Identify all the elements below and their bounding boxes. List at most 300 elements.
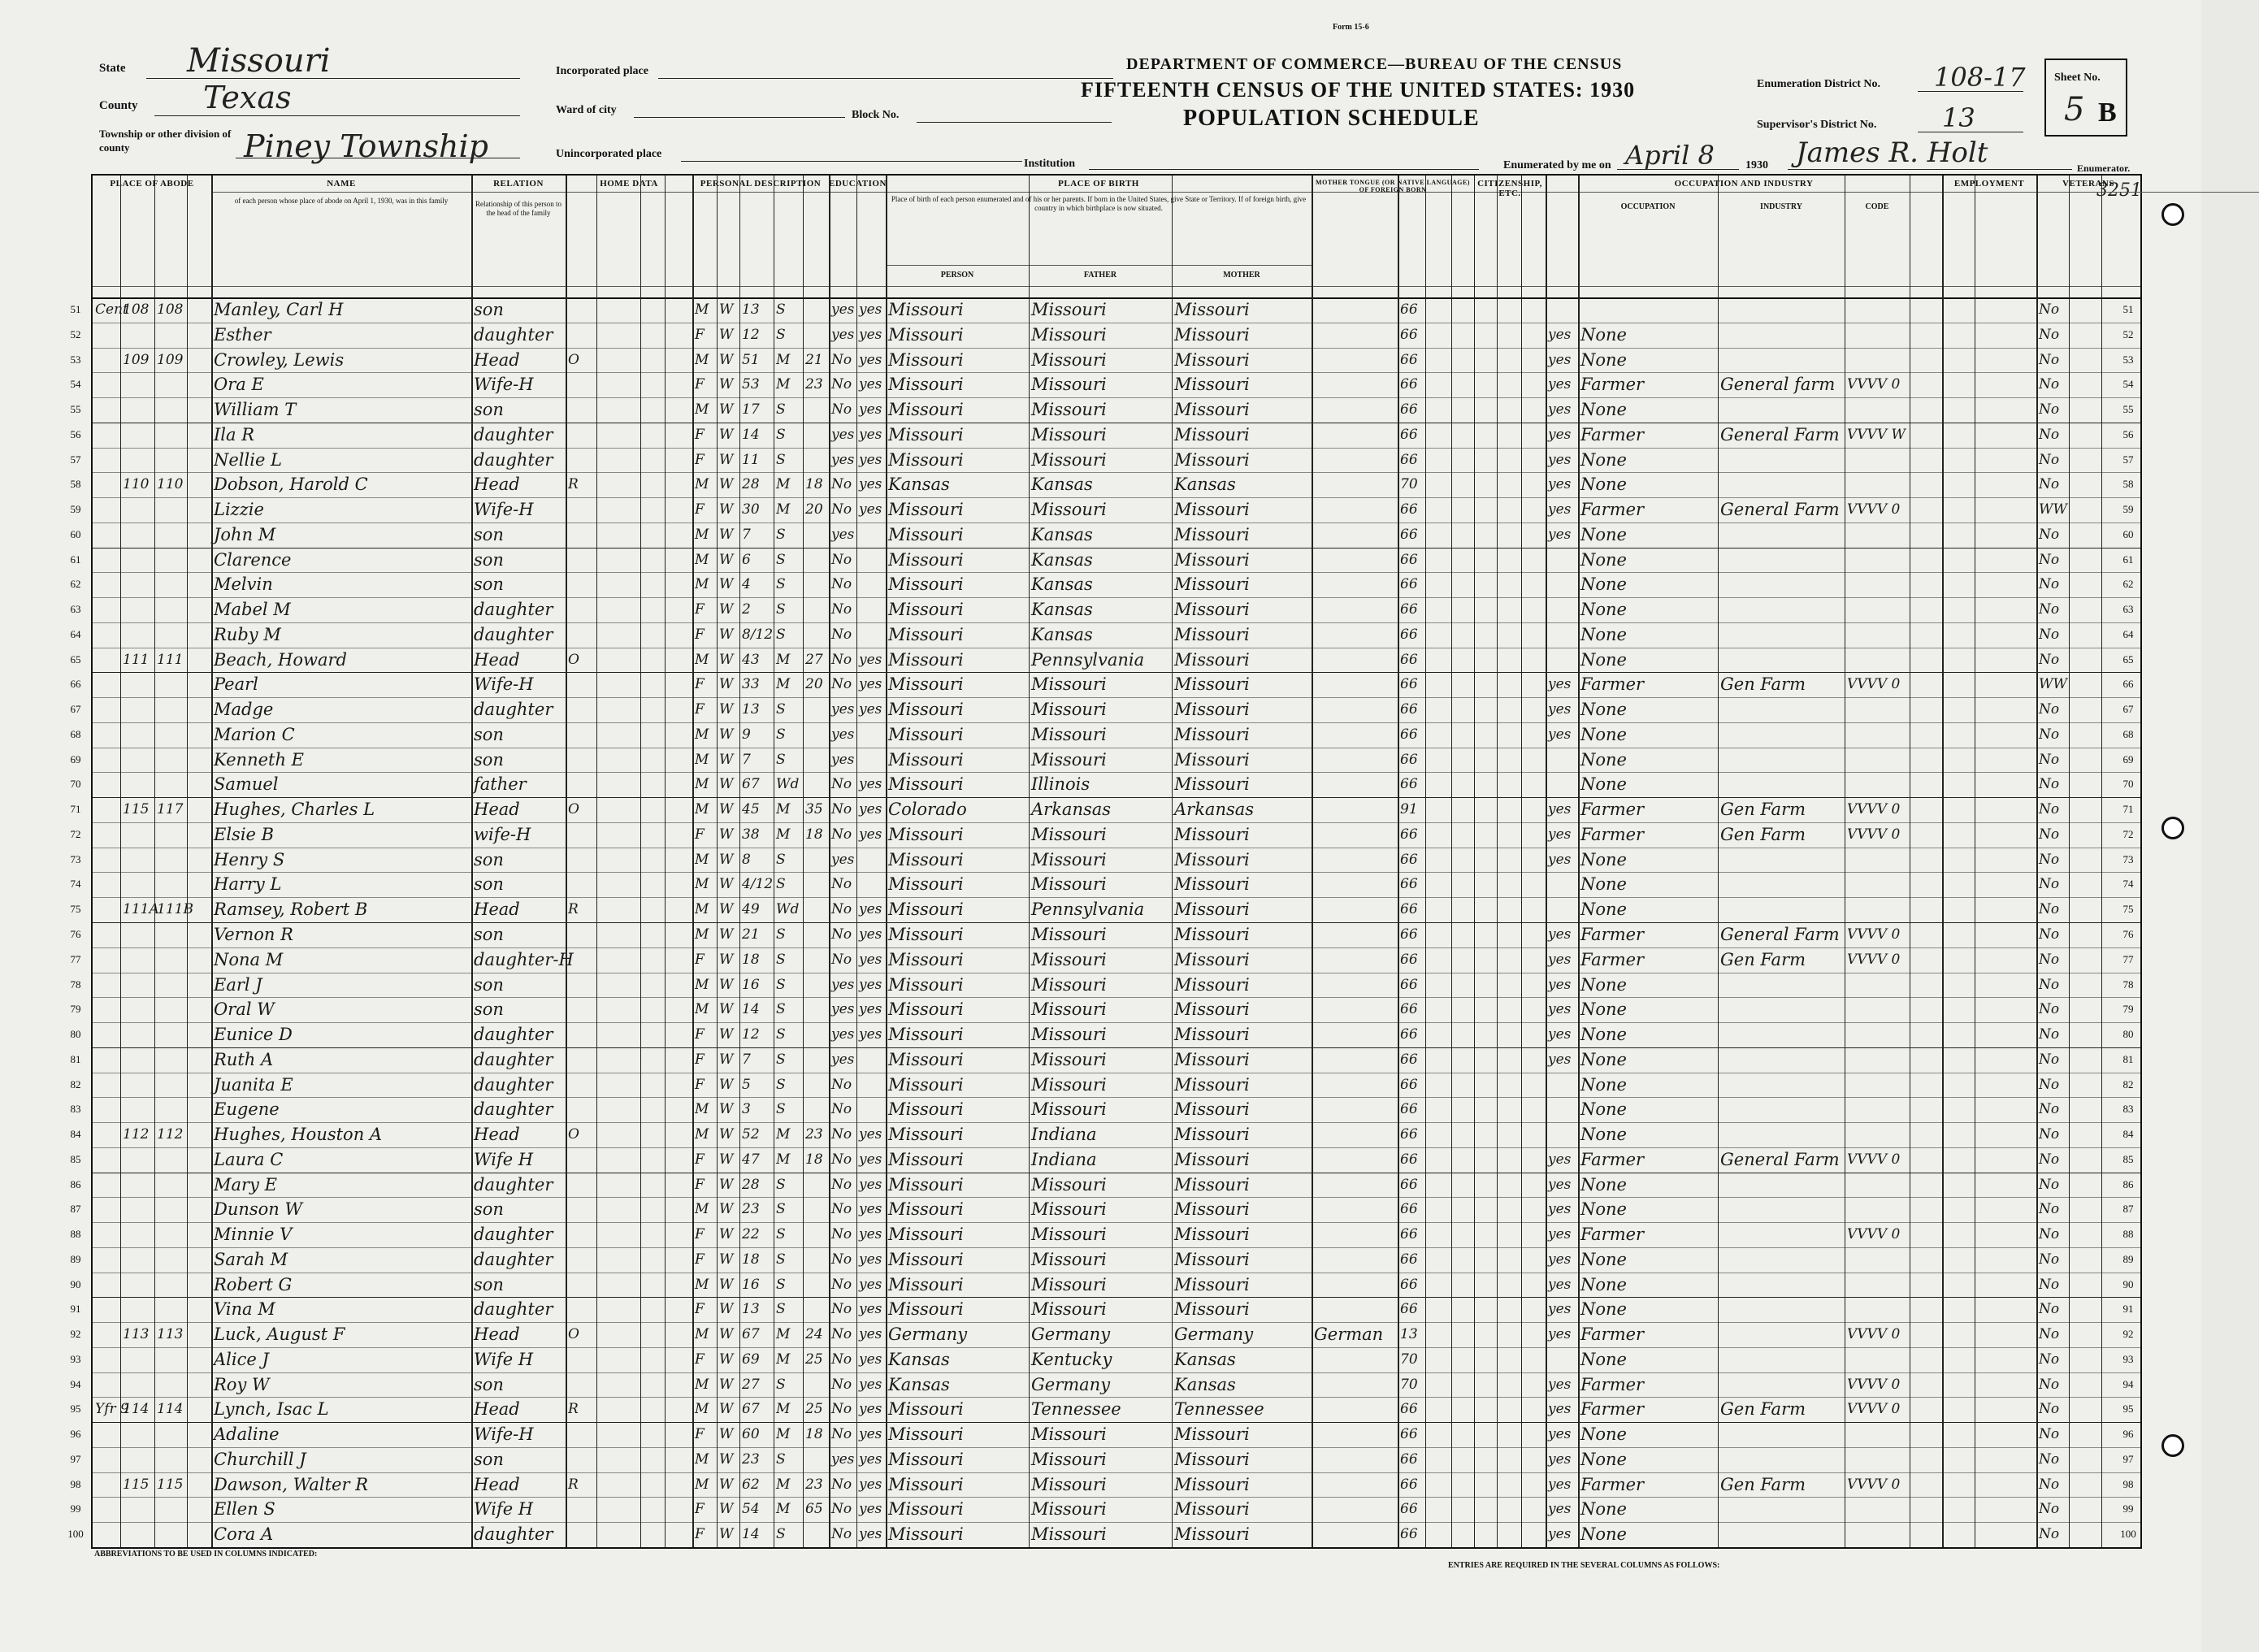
cell-mpob: Missouri <box>1174 449 1250 470</box>
township-label: Township or other division of county <box>99 128 232 154</box>
cell-vet: No <box>2039 1450 2060 1468</box>
cell-mar: M <box>776 826 791 843</box>
cell-name: Eugene <box>214 1099 280 1120</box>
cell-sch: No <box>831 776 852 793</box>
cell-mar: S <box>776 1051 786 1068</box>
cell-oc: VVVV 0 <box>1847 1326 1901 1343</box>
cell-occ: None <box>1580 1174 1627 1195</box>
cell-read: yes <box>859 1301 882 1318</box>
cell-mar: S <box>776 751 786 768</box>
supervisor-label: Supervisor's District No. <box>1757 119 1877 131</box>
cell-pob: Missouri <box>888 1299 964 1320</box>
cell-emp: yes <box>1548 1051 1572 1068</box>
group-head-tongue: MOTHER TONGUE (OR NATIVE LANGUAGE) OF FOREIGN BORN <box>1316 179 1470 193</box>
cell-race: W <box>719 476 734 493</box>
cell-occ: Farmer <box>1580 1225 1645 1245</box>
cell-pob: Missouri <box>888 449 964 470</box>
cell-mar: S <box>776 1201 786 1218</box>
cell-mpob: Missouri <box>1174 700 1250 720</box>
cell-emp: yes <box>1548 451 1572 468</box>
table-row <box>70 1022 2140 1046</box>
cell-mar: M <box>776 1326 791 1343</box>
line-number-right: 88 <box>2122 1228 2134 1241</box>
cell-race: W <box>719 1151 734 1168</box>
cell-mar: S <box>776 1251 786 1268</box>
col-head-code: CODE <box>1865 202 1889 211</box>
cell-home: O <box>568 801 579 818</box>
cell-pob: Missouri <box>888 424 964 444</box>
cell-rel: son <box>474 849 504 869</box>
cell-home: O <box>568 1126 579 1143</box>
cell-emp: yes <box>1548 351 1572 368</box>
cell-code: 66 <box>1400 451 1418 468</box>
table-row <box>70 1073 2140 1096</box>
cell-sch: yes <box>831 751 855 768</box>
cell-mar: S <box>776 976 786 993</box>
cell-dw: 114 <box>123 1401 150 1418</box>
cell-race: W <box>719 651 734 668</box>
cell-pob: Missouri <box>888 1225 964 1245</box>
cell-vet: No <box>2039 876 2060 893</box>
group-head-home: HOME DATA <box>600 179 658 189</box>
block-label: Block No. <box>852 109 900 121</box>
cell-read: yes <box>859 1476 882 1493</box>
cell-emp: yes <box>1548 1501 1572 1518</box>
line-number-right: 58 <box>2122 478 2134 491</box>
line-number: 70 <box>70 778 81 791</box>
cell-fpob: Kentucky <box>1031 1349 1112 1369</box>
table-row <box>70 672 2140 696</box>
cell-name: Harry L <box>214 874 282 895</box>
cell-occ: None <box>1580 1025 1627 1045</box>
line-number-right: 74 <box>2122 878 2134 891</box>
line-number-right: 57 <box>2122 453 2134 466</box>
enumerator-label: Enumerator. <box>2077 163 2131 174</box>
cell-mar: S <box>776 701 786 718</box>
cell-age: 9 <box>742 726 751 743</box>
institution-label: Institution <box>1024 158 1076 170</box>
cell-mpob: Missouri <box>1174 549 1250 570</box>
cell-pob: Missouri <box>888 1499 964 1520</box>
cell-ind: Gen Farm <box>1720 1399 1806 1420</box>
cell-race: W <box>719 526 734 543</box>
cell-pob: Missouri <box>888 874 964 895</box>
cell-vet: No <box>2039 851 2060 868</box>
cell-mar: M <box>776 1126 791 1143</box>
cell-sch: No <box>831 1351 852 1368</box>
table-row <box>70 372 2140 396</box>
cell-vet: No <box>2039 376 2060 393</box>
cell-vet: No <box>2039 1301 2060 1318</box>
cell-vet: No <box>2039 326 2060 343</box>
cell-name: Crowley, Lewis <box>214 349 345 370</box>
cell-name: Ruby M <box>214 624 281 644</box>
cell-sex: M <box>695 776 709 793</box>
cell-age: 54 <box>742 1501 760 1518</box>
cell-vet: No <box>2039 1251 2060 1268</box>
cell-read: yes <box>859 1001 882 1018</box>
cell-mage: 21 <box>805 351 823 368</box>
line-number-right: 100 <box>2120 1528 2136 1541</box>
cell-occ: None <box>1580 900 1627 920</box>
table-row <box>70 597 2140 621</box>
cell-vet: No <box>2039 751 2060 768</box>
line-number: 75 <box>70 903 81 916</box>
cell-fpob: Missouri <box>1031 1474 1107 1494</box>
cell-mpob: Missouri <box>1174 1424 1250 1445</box>
cell-mar: S <box>776 551 786 568</box>
line-number: 71 <box>70 803 81 816</box>
cell-race: W <box>719 1276 734 1293</box>
cell-sch: No <box>831 1401 852 1418</box>
cell-pob: Missouri <box>888 575 964 595</box>
cell-emp: yes <box>1548 851 1572 868</box>
cell-name: Minnie V <box>214 1225 293 1245</box>
cell-code: 66 <box>1400 1001 1418 1018</box>
cell-fam: 117 <box>157 801 184 818</box>
cell-pob: Missouri <box>888 1174 964 1195</box>
cell-rel: Head <box>474 900 520 920</box>
cell-emp: yes <box>1548 1326 1572 1343</box>
table-row <box>70 522 2140 546</box>
cell-code: 66 <box>1400 626 1418 643</box>
cell-race: W <box>719 351 734 368</box>
cell-name: Robert G <box>214 1274 293 1294</box>
cell-oc: VVVV 0 <box>1847 926 1901 943</box>
cell-sch: yes <box>831 1001 855 1018</box>
cell-code: 66 <box>1400 1476 1418 1493</box>
table-row <box>70 872 2140 895</box>
cell-vet: No <box>2039 1126 2060 1143</box>
cell-race: W <box>719 501 734 518</box>
cell-age: 4 <box>742 576 751 593</box>
cell-fpob: Kansas <box>1031 624 1093 644</box>
cell-oc: VVVV 0 <box>1847 376 1901 393</box>
cell-mpob: Missouri <box>1174 1524 1250 1545</box>
cell-sex: F <box>695 1076 705 1093</box>
cell-race: W <box>719 1526 734 1543</box>
cell-emp: yes <box>1548 1251 1572 1268</box>
cell-age: 6 <box>742 551 751 568</box>
cell-sch: No <box>831 926 852 943</box>
cell-code: 66 <box>1400 701 1418 718</box>
cell-occ: None <box>1580 624 1627 644</box>
punch-hole <box>2161 1434 2184 1457</box>
cell-age: 7 <box>742 751 751 768</box>
cell-vet: No <box>2039 651 2060 668</box>
cell-sex: F <box>695 1426 705 1443</box>
line-number: 94 <box>70 1377 81 1390</box>
cell-name: Hughes, Charles L <box>214 800 375 820</box>
cell-occ: Farmer <box>1580 949 1645 969</box>
cell-dw: 115 <box>123 1476 150 1493</box>
cell-mar: M <box>776 1401 791 1418</box>
cell-occ: None <box>1580 649 1627 670</box>
cell-read: yes <box>859 1126 882 1143</box>
cell-emp: yes <box>1548 826 1572 843</box>
cell-code: 66 <box>1400 1251 1418 1268</box>
group-head-veterans: VETERANS <box>2062 179 2114 189</box>
cell-sch: No <box>831 401 852 418</box>
line-number: 52 <box>70 327 81 340</box>
cell-vet: No <box>2039 1376 2060 1393</box>
cell-age: 28 <box>742 476 760 493</box>
cell-read: yes <box>859 651 882 668</box>
cell-emp: yes <box>1548 1001 1572 1018</box>
line-number: 82 <box>70 1077 81 1090</box>
cell-rel: Head <box>474 649 520 670</box>
cell-pob: Missouri <box>888 1049 964 1069</box>
cell-age: 3 <box>742 1101 751 1118</box>
cell-rel: son <box>474 724 504 744</box>
line-number-right: 64 <box>2122 627 2134 640</box>
punch-hole <box>2161 817 2184 839</box>
cell-sex: M <box>695 1326 709 1343</box>
cell-occ: None <box>1580 449 1627 470</box>
cell-code: 66 <box>1400 526 1418 543</box>
cell-sex: M <box>695 576 709 593</box>
line-number-right: 85 <box>2122 1152 2134 1165</box>
cell-rel: Wife-H <box>474 1424 534 1445</box>
cell-vet: No <box>2039 1326 2060 1343</box>
cell-vet: No <box>2039 301 2060 318</box>
cell-pob: Missouri <box>888 1074 964 1095</box>
cell-home: R <box>568 1401 579 1418</box>
cell-fpob: Missouri <box>1031 1424 1107 1445</box>
cell-pob: Missouri <box>888 524 964 544</box>
cell-occ: None <box>1580 475 1627 495</box>
cell-code: 66 <box>1400 1450 1418 1468</box>
cell-read: yes <box>859 1376 882 1393</box>
cell-pob: Kansas <box>888 475 950 495</box>
cell-mpob: Arkansas <box>1174 800 1255 820</box>
cell-name: Elsie B <box>214 824 275 844</box>
cell-sex: F <box>695 376 705 393</box>
cell-read: yes <box>859 826 882 843</box>
cell-name: Earl J <box>214 974 262 995</box>
cell-race: W <box>719 801 734 818</box>
cell-vet: No <box>2039 401 2060 418</box>
cell-mpob: Missouri <box>1174 1025 1250 1045</box>
cell-oc: VVVV 0 <box>1847 1151 1901 1168</box>
cell-vet: No <box>2039 1026 2060 1043</box>
cell-name: Madge <box>214 700 274 720</box>
cell-code: 66 <box>1400 501 1418 518</box>
cell-occ: Farmer <box>1580 500 1645 520</box>
cell-rel: father <box>474 774 527 795</box>
cell-read: yes <box>859 901 882 918</box>
cell-occ: None <box>1580 1299 1627 1320</box>
cell-fpob: Missouri <box>1031 824 1107 844</box>
cell-mpob: Missouri <box>1174 575 1250 595</box>
group-head-education: EDUCATION <box>829 179 887 189</box>
cell-oc: VVVV 0 <box>1847 801 1901 818</box>
cell-fpob: Missouri <box>1031 300 1107 319</box>
cell-name: Marion C <box>214 724 295 744</box>
table-row <box>70 297 2140 321</box>
line-number: 73 <box>70 852 81 865</box>
cell-sch: No <box>831 376 852 393</box>
cell-age: 51 <box>742 351 760 368</box>
cell-home: R <box>568 1476 579 1493</box>
col-head-person: PERSON <box>940 271 974 280</box>
cell-occ: None <box>1580 1424 1627 1445</box>
cell-read: yes <box>859 1501 882 1518</box>
cell-race: W <box>719 601 734 618</box>
cell-ind: Gen Farm <box>1720 800 1806 820</box>
cell-sex: F <box>695 1226 705 1243</box>
cell-mar: S <box>776 601 786 618</box>
cell-code: 66 <box>1400 826 1418 843</box>
cell-age: 4/12 <box>742 876 774 893</box>
cell-pob: Missouri <box>888 774 964 795</box>
cell-emp: yes <box>1548 1526 1572 1543</box>
cell-mage: 24 <box>805 1326 823 1343</box>
cell-mpob: Missouri <box>1174 400 1250 420</box>
line-number-right: 55 <box>2122 403 2134 416</box>
cell-rel: daughter <box>474 1099 553 1120</box>
cell-sex: F <box>695 601 705 618</box>
cell-sch: yes <box>831 851 855 868</box>
table-row <box>70 622 2140 646</box>
cell-age: 13 <box>742 301 760 318</box>
cell-pob: Missouri <box>888 900 964 920</box>
line-number: 68 <box>70 727 81 740</box>
cell-read: yes <box>859 1450 882 1468</box>
cell-mpob: Missouri <box>1174 874 1250 895</box>
line-number-right: 53 <box>2122 353 2134 366</box>
cell-sex: M <box>695 926 709 943</box>
cell-sex: M <box>695 851 709 868</box>
state-label: State <box>99 62 126 75</box>
cell-emp: yes <box>1548 1376 1572 1393</box>
cell-fam: 115 <box>157 1476 184 1493</box>
cell-name: Sarah M <box>214 1249 288 1269</box>
line-number: 96 <box>70 1428 81 1441</box>
table-row <box>70 548 2140 571</box>
table-row <box>70 797 2140 821</box>
cell-occ: None <box>1580 1449 1627 1469</box>
cell-name: Eunice D <box>214 1025 293 1045</box>
line-number-right: 61 <box>2122 553 2134 566</box>
cell-code: 66 <box>1400 1151 1418 1168</box>
cell-mage: 23 <box>805 376 823 393</box>
cell-mpob: Kansas <box>1174 475 1236 495</box>
line-number: 65 <box>70 653 81 666</box>
cell-rel: son <box>474 1274 504 1294</box>
col-head-occupation: OCCUPATION <box>1620 202 1676 211</box>
cell-occ: None <box>1580 549 1627 570</box>
line-number: 84 <box>70 1128 81 1141</box>
cell-fpob: Missouri <box>1031 1499 1107 1520</box>
table-row <box>70 648 2140 671</box>
cell-code: 66 <box>1400 301 1418 318</box>
cell-sch: No <box>831 351 852 368</box>
cell-code: 66 <box>1400 1426 1418 1443</box>
cell-read: yes <box>859 776 882 793</box>
cell-vet: No <box>2039 1201 2060 1218</box>
cell-pob: Missouri <box>888 824 964 844</box>
cell-pob: Missouri <box>888 1249 964 1269</box>
cell-age: 67 <box>742 776 760 793</box>
line-number-right: 83 <box>2122 1103 2134 1116</box>
table-row <box>70 997 2140 1021</box>
line-number-right: 94 <box>2122 1377 2134 1390</box>
cell-fam: 113 <box>157 1326 184 1343</box>
cell-sex: M <box>695 751 709 768</box>
cell-sch: No <box>831 1426 852 1443</box>
cell-age: 27 <box>742 1376 760 1393</box>
cell-occ: None <box>1580 1199 1627 1220</box>
table-row <box>70 1322 2140 1346</box>
cell-age: 16 <box>742 976 760 993</box>
cell-vet: WW <box>2039 501 2067 518</box>
cell-age: 8 <box>742 851 751 868</box>
cell-mage: 18 <box>805 826 823 843</box>
line-number-right: 59 <box>2122 503 2134 516</box>
cell-sch: yes <box>831 1450 855 1468</box>
cell-mage: 27 <box>805 651 823 668</box>
county-label: County <box>99 99 138 112</box>
cell-age: 52 <box>742 1126 760 1143</box>
cell-read: yes <box>859 501 882 518</box>
cell-fpob: Missouri <box>1031 1274 1107 1294</box>
cell-rel: son <box>474 874 504 895</box>
cell-oc: VVVV 0 <box>1847 1401 1901 1418</box>
cell-mar: S <box>776 951 786 968</box>
cell-name: Dawson, Walter R <box>214 1474 369 1494</box>
cell-age: 17 <box>742 401 760 418</box>
cell-mpob: Missouri <box>1174 1474 1250 1494</box>
cell-race: W <box>719 376 734 393</box>
cell-read: yes <box>859 1251 882 1268</box>
enumerated-year: 1930 <box>1745 159 1768 171</box>
cell-occ: None <box>1580 400 1627 420</box>
cell-fpob: Missouri <box>1031 974 1107 995</box>
cell-oc: VVVV 0 <box>1847 951 1901 968</box>
line-number-right: 92 <box>2122 1328 2134 1341</box>
cell-rel: son <box>474 400 504 420</box>
cell-code: 66 <box>1400 926 1418 943</box>
line-number-right: 73 <box>2122 852 2134 865</box>
cell-rel: daughter <box>474 1074 553 1095</box>
cell-sch: yes <box>831 426 855 443</box>
cell-mpob: Missouri <box>1174 1125 1250 1145</box>
line-number: 81 <box>70 1052 81 1065</box>
cell-vet: No <box>2039 626 2060 643</box>
table-row <box>70 1097 2140 1121</box>
cell-emp: yes <box>1548 926 1572 943</box>
cell-rel: son <box>474 1449 504 1469</box>
cell-pob: Missouri <box>888 400 964 420</box>
cell-vet: No <box>2039 776 2060 793</box>
line-number-right: 60 <box>2122 527 2134 540</box>
cell-mage: 35 <box>805 801 823 818</box>
cell-fam: 111 <box>157 651 184 668</box>
table-row <box>70 448 2140 471</box>
cell-name: Adaline <box>214 1424 280 1445</box>
cell-mpob: Tennessee <box>1174 1399 1264 1420</box>
table-row <box>70 1173 2140 1196</box>
birth-note: Place of birth of each person enumerated and of his or her parents. If born in the United States, give State or Territory. If of foreign birth, give country in which birthplace is now situated. <box>891 195 1307 212</box>
cell-tongue: German <box>1314 1325 1384 1345</box>
cell-vet: No <box>2039 1401 2060 1418</box>
table-row <box>70 1422 2140 1446</box>
cell-sch: No <box>831 801 852 818</box>
cell-read: yes <box>859 701 882 718</box>
cell-mpob: Missouri <box>1174 1299 1250 1320</box>
cell-code: 66 <box>1400 1226 1418 1243</box>
